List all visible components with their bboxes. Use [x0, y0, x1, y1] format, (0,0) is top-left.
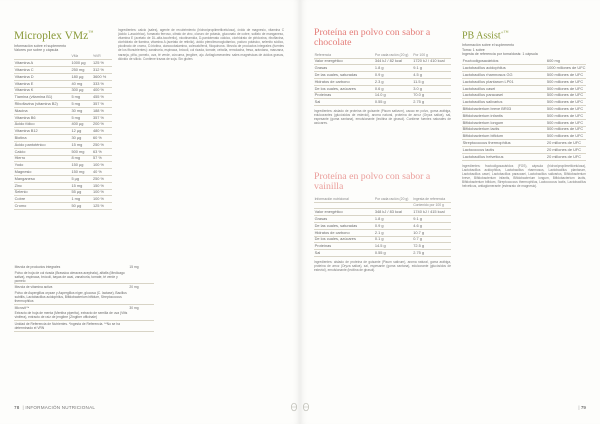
table-row	[14, 108, 112, 115]
table-row	[314, 72, 451, 79]
table-row	[462, 99, 586, 106]
table-row	[14, 196, 112, 203]
table-row	[314, 92, 451, 99]
list-item	[14, 321, 154, 332]
table-row-cell: Hidratos de carbono	[314, 79, 374, 86]
table-row-cell: 11.5 g	[413, 79, 451, 86]
table-row-cell: Valor energético	[314, 58, 374, 65]
table-row-cell: 14.0 g	[374, 92, 412, 99]
blend-value: 15 mg	[129, 264, 139, 269]
table-row-cell: Lactobacillus rhamnosus GG	[462, 72, 546, 79]
table-row-cell: 125 %	[92, 203, 112, 210]
footer-section: INFORMACIÓN NUTRICIONAL	[25, 405, 96, 410]
table-row-cell: Vitamina D	[14, 74, 71, 81]
table-row-cell: 50 µg	[71, 203, 93, 210]
table-row	[462, 92, 586, 99]
table-row	[14, 135, 112, 142]
table-row-cell: Proteínas	[314, 92, 374, 99]
table-row-cell: 150 mg	[71, 169, 93, 176]
table-row-cell: Bifidobacterium bifidum	[462, 133, 546, 140]
table-row-cell: Selenio	[14, 189, 71, 196]
table-row-cell: 15 mg	[71, 182, 93, 189]
table-row-cell: 10.7 g	[413, 229, 451, 236]
table-row-cell: 250 mg	[71, 67, 93, 74]
table-row-cell: 8 mg	[71, 155, 93, 162]
table-row-cell: 500 millones de UFC	[546, 72, 586, 79]
protein-vanilla-table	[314, 196, 451, 257]
table-row-cell: 500 millones de UFC	[546, 99, 586, 106]
table-row-cell: 15 mg	[71, 142, 93, 149]
microplex-table	[14, 54, 112, 210]
table-row	[14, 128, 112, 135]
table-row-cell: 500 millones de UFC	[546, 126, 586, 133]
table-row-cell: Lactococcus lactis	[462, 146, 546, 153]
table-row-cell: 5 mg	[71, 94, 93, 101]
table-row-cell: Bifidobacterium infantis	[462, 112, 546, 119]
microplex-ingredients: Ingredientes: calcio (sales), agente de recubrimiento (hidroxipropilmetilcelulosa), óxido de magnesio, vitamina C (ácido L-ascórbico), fumarato ferroso, citrato de zinc, cloruro de potasio, gluconato de cobre, sulfato de manganeso, vitamina E (acetato de DL-alfa-tocoferilo), nicotinamida, D-pantotenato cálcico, clorhidrato de piridoxina, riboflavina, clorhidrato de tiamina, vitamina A (acetato de retinilo), ácido pteroilmonoglutámico, yoduro potásico, selenito sódico, picolinato de cromo, D-biotina, cianocobalamina, colecalciferol, filoquinona. Mezcla de productos integrales (fuentes de los fitonutrientes): zanahoria, espinaca, brócoli, col rizada, tomate, cebolla, remolacha, fresa, arándano, manzana, naranja, piña, pomelo, uva, té verde, cúrcuma, jengibre, ajo. Antiaglomerantes: sales magnésicas de ácidos grasos, dióxido de silicio. Contiene trazas de soja. Sin gluten.	[118, 28, 284, 61]
table-row-cell: 9.1 g	[413, 65, 451, 72]
table-row-cell: 150 µg	[71, 162, 93, 169]
table-row	[314, 236, 451, 243]
table-row-cell: Ácido fólico	[14, 121, 71, 128]
table-row-cell: 5 mg	[71, 114, 93, 121]
table-row	[462, 78, 586, 85]
blend-text: Microvit™	[14, 305, 30, 310]
blend-value	[129, 270, 154, 284]
table-row	[14, 169, 112, 176]
table-row-cell: 100 %	[92, 162, 112, 169]
right-page	[300, 0, 600, 424]
table-row-cell: 20 millones de UFC	[546, 146, 586, 153]
table-row-cell: Grasas	[314, 216, 374, 223]
table-row-cell: 300 µg	[71, 87, 93, 94]
brand-logo-icon	[290, 402, 298, 412]
table-row-cell: 55 µg	[71, 189, 93, 196]
table-row-cell: Zinc	[14, 182, 71, 189]
table-row-cell: 0.55 g	[374, 250, 412, 257]
list-item	[14, 290, 154, 304]
table-row	[14, 74, 112, 81]
table-row-cell: 312 %	[92, 67, 112, 74]
table-row-cell: 344 kJ / 82 kcal	[374, 58, 412, 65]
blend-section	[14, 264, 154, 332]
table-row-cell: 1000 millones de UFC	[546, 65, 586, 71]
blend-value: 30 mg	[129, 305, 139, 310]
protein-choc-table	[314, 52, 451, 106]
table-row-cell: Vitamina E	[14, 80, 71, 87]
table-row-cell: 40 %	[92, 169, 112, 176]
table-row-cell: 500 mg	[71, 148, 93, 155]
table-row	[314, 250, 451, 257]
table-row-cell: 63 %	[92, 148, 112, 155]
table-row-cell: 348 kJ / 83 kcal	[374, 209, 412, 216]
table-row	[314, 85, 451, 92]
protein-choc-ingredients: Ingredientes: aislado de proteína de guisante (Pisum sativum), cacao en polvo, goma arábiga, edulcorantes (glucósidos de esteviol), aroma natural, proteína de arroz (Oryza sativa), sal, espesante (goma xantana), emulsionante (lecitina de girasol). Contiene fuentes naturales de azúcares.	[314, 109, 451, 126]
blend-text: Polvo de hoja de col rizada (Brassica oleracea acephala), alfalfa (Medicago sativa), espinaca, brócoli, bayas de acaí, zanahoria, tomate, té verde y pomelo	[14, 270, 129, 284]
table-row-cell: 5 mg	[71, 101, 93, 108]
table-row-cell: 1.8 g	[374, 216, 412, 223]
table-row-cell: Manganeso	[14, 175, 71, 182]
table-row-cell: 4.5 g	[413, 72, 451, 79]
table-row	[14, 114, 112, 121]
table-row-cell: 500 millones de UFC	[546, 78, 586, 85]
table-row-cell: Magnesio	[14, 169, 71, 176]
table-row-cell: Vitamina B12	[14, 128, 71, 135]
blend-value	[129, 290, 154, 304]
table-row	[462, 106, 586, 113]
left-footer: 78 | INFORMACIÓN NUTRICIONAL	[14, 405, 96, 410]
table-row	[314, 216, 451, 223]
table-row-cell: 100 %	[92, 189, 112, 196]
table-row-cell: 3600 %	[92, 74, 112, 81]
table-row	[462, 72, 586, 79]
table-row-cell: 500 millones de UFC	[546, 85, 586, 92]
table-row-cell: 500 millones de UFC	[546, 92, 586, 99]
table-row	[462, 126, 586, 133]
table-row	[314, 209, 451, 216]
table-row-cell: 500 millones de UFC	[546, 112, 586, 119]
table-row	[462, 140, 586, 147]
protein-vanilla-section	[314, 172, 451, 272]
table-row-cell: Bifidobacterium longum	[462, 119, 546, 126]
table-row-cell: 250 %	[92, 142, 112, 149]
list-item	[14, 311, 154, 321]
table-row-cell: Sal	[314, 250, 374, 257]
table-row-cell: 1720 kJ / 410 kcal	[413, 58, 451, 65]
protein-choc-title: Proteína en polvo con sabor a chocolate	[314, 27, 431, 49]
table-row-cell: Vitamina K	[14, 87, 71, 94]
blend-text: Mezcla de productos integrales	[14, 264, 61, 269]
table-row-cell: Lactobacillus salivarius	[462, 99, 546, 106]
table-row-cell: Calcio	[14, 148, 71, 155]
pb-assist-table	[462, 59, 586, 161]
table-row-cell: Sal	[314, 99, 374, 106]
table-row-cell: Bifidobacterium lactis	[462, 126, 546, 133]
table-header: VMz %VR	[14, 54, 112, 60]
table-row	[462, 85, 586, 92]
table-row-cell: Valor energético	[314, 209, 374, 216]
table-row-cell: 2.75 g	[413, 99, 451, 106]
table-row-cell: Cromo	[14, 203, 71, 210]
table-row	[462, 153, 586, 160]
table-row-cell: 1740 kJ / 415 kcal	[413, 209, 451, 216]
table-row-cell: 180 µg	[71, 74, 93, 81]
pb-assist-subtitle: Información sobre el suplemento Toma: 1 sobre Ingesta de referencia por toma/dosis: 1 cápsula	[462, 43, 538, 57]
table-row	[314, 58, 451, 65]
table-row-cell: 9.1 g	[413, 216, 451, 223]
table-row-cell: Biotina	[14, 135, 71, 142]
table-header: Referencia Por cada ración (20 g) Por 100 g	[314, 52, 451, 58]
pb-assist-ingredients: Ingredientes: fructooligosacáridos (FOS), cápsula (hidroxipropilmetilcelulosa), Lactobacillus acidophilus, Lactobacillus rhamnosus, Lactobacillus plantarum, Lactobacillus casei, Lactobacillus paracasei, Lactobacillus salivarius, Bifidobacterium breve, Bifidobacterium infantis, Bifidobacterium longum, Bifidobacterium lactis, Bifidobacterium bifidum, Streptococcus thermophilus, Lactococcus lactis, Lactobacillus helveticus, antiaglomerante (estearato de magnesio).	[462, 163, 586, 188]
table-row	[14, 162, 112, 169]
blend-text: Unidad de Referencia de Nutrientes. *Ingesta de Referencia. **No se ha determinado el VRN	[14, 321, 129, 332]
table-subheader: Contenido por 100 g	[314, 202, 451, 209]
table-row	[462, 65, 586, 72]
table-row-cell: Lactobacillus casei	[462, 85, 546, 92]
table-row	[14, 60, 112, 67]
table-row-cell: 30 µg	[71, 135, 93, 142]
table-row-cell: 400 %	[92, 87, 112, 94]
table-row	[314, 223, 451, 230]
table-row-cell: 357 %	[92, 101, 112, 108]
table-row-cell: 357 %	[92, 114, 112, 121]
protein-vanilla-title: Proteína en polvo con sabor a vainilla	[314, 171, 431, 193]
table-row	[14, 155, 112, 162]
table-row-cell: 2.3 g	[374, 79, 412, 86]
table-row-cell: 1.8 g	[374, 65, 412, 72]
table-row-cell: 480 %	[92, 128, 112, 135]
table-row-cell: De las cuales, saturadas	[314, 223, 374, 230]
table-row-cell: Hidratos de carbono	[314, 229, 374, 236]
table-row-cell: Streptococcus thermophilus	[462, 140, 546, 147]
table-row-cell: Tiamina (vitamina B1)	[14, 94, 71, 101]
pb-assist-title: PB Assist+™	[462, 30, 509, 42]
table-row-cell: Fructooligosacáridos	[462, 59, 546, 65]
table-row	[14, 175, 112, 182]
table-row-cell: Riboflavina (vitamina B2)	[14, 101, 71, 108]
table-row-cell: Lactobacillus plantarum LP01	[462, 78, 546, 85]
table-row-cell: 12 µg	[71, 128, 93, 135]
table-row-cell: 500 millones de UFC	[546, 106, 586, 113]
table-row-cell: Vitamina B6	[14, 114, 71, 121]
table-row-cell: Hierro	[14, 155, 71, 162]
table-row-cell: 5 µg	[71, 175, 93, 182]
table-row-cell: 250 %	[92, 175, 112, 182]
table-row	[314, 99, 451, 106]
table-row-cell: De los cuales, azúcares	[314, 85, 374, 92]
table-row-cell: 30 mg	[71, 108, 93, 115]
table-row-cell: 4.6 g	[413, 223, 451, 230]
table-row	[462, 133, 586, 140]
brand-logo-icon	[302, 402, 310, 412]
left-page-number: 78	[14, 405, 20, 410]
pb-assist-section	[462, 28, 586, 188]
table-row-cell: 500 millones de UFC	[546, 119, 586, 126]
table-row-cell: 14.5 g	[374, 243, 412, 250]
table-row-cell: Bifidobacterium breve BR03	[462, 106, 546, 113]
microplex-title: Microplex VMz™	[14, 29, 94, 42]
table-row-cell: 400 µg	[71, 121, 93, 128]
table-row-cell: 70.0 g	[413, 92, 451, 99]
table-row	[314, 243, 451, 250]
table-row	[14, 101, 112, 108]
table-row-cell: 0.9 g	[374, 72, 412, 79]
table-row-cell: De las cuales, saturadas	[314, 72, 374, 79]
list-item	[14, 270, 154, 284]
microplex-subtitle: Información sobre el suplemento Valores por sobre y cápsula	[14, 43, 67, 53]
table-row-cell: 0.7 g	[413, 236, 451, 243]
blend-text: Extracto de hoja de menta (Mentha piperita), extracto de semilla de uva (Vitis vinifera), extracto de raíz de jengibre (Zingiber officinale)	[14, 311, 128, 320]
table-row-cell: 600 mg	[546, 59, 586, 65]
table-row-cell: 333 %	[92, 80, 112, 87]
table-row-cell: Yodo	[14, 162, 71, 169]
table-row-cell: 40 mg	[71, 80, 93, 87]
table-row	[314, 229, 451, 236]
table-row	[14, 142, 112, 149]
table-row	[314, 65, 451, 72]
table-row-cell: Vitamina C	[14, 67, 71, 74]
table-row-cell: Lactobacillus paracasei	[462, 92, 546, 99]
table-row-cell: 0.6 g	[374, 85, 412, 92]
table-row-cell: 1000 µg	[71, 60, 93, 67]
table-row-cell: 0.55 g	[374, 99, 412, 106]
right-footer: | 79	[578, 405, 586, 410]
table-row	[14, 203, 112, 210]
table-row	[14, 182, 112, 189]
table-row	[14, 67, 112, 74]
table-row-cell: 60 %	[92, 135, 112, 142]
table-row-cell: 150 %	[92, 182, 112, 189]
table-row-cell: 2.1 g	[374, 229, 412, 236]
blend-text: Mezcla de vitamina activa	[14, 285, 53, 290]
table-row-cell: 3.0 g	[413, 85, 451, 92]
table-row	[14, 121, 112, 128]
table-row-cell: De los cuales, azúcares	[314, 236, 374, 243]
right-page-number: 79	[580, 405, 586, 410]
table-row-cell: 0.9 g	[374, 223, 412, 230]
table-row-cell: 2.75 g	[413, 250, 451, 257]
blend-table	[14, 264, 154, 332]
blend-value	[129, 321, 154, 332]
table-row-cell: Ácido pantoténico	[14, 142, 71, 149]
table-row-cell: 20 millones de UFC	[546, 140, 586, 147]
table-row	[14, 87, 112, 94]
table-row-cell: 125 %	[92, 60, 112, 67]
table-row-cell: 455 %	[92, 94, 112, 101]
table-row-cell: Vitamina A	[14, 60, 71, 67]
table-row-cell: 57 %	[92, 155, 112, 162]
table-row-cell: Cobre	[14, 196, 71, 203]
table-row-cell: 72.5 g	[413, 243, 451, 250]
table-row-cell: 200 %	[92, 121, 112, 128]
table-row-cell: Niacina	[14, 108, 71, 115]
microplex-section	[14, 28, 112, 210]
blend-value: 20 mg	[129, 285, 139, 290]
table-row-cell: 0.1 g	[374, 236, 412, 243]
table-row	[14, 94, 112, 101]
table-row	[462, 146, 586, 153]
protein-vanilla-ingredients: Ingredientes: aislado de proteína de guisante (Pisum sativum), aroma natural, goma arábiga, proteína de arroz (Oryza sativa), sal, espesante (goma xantana), edulcorante (glucósidos de esteviol), emulsionante (lecitina de girasol).	[314, 259, 451, 273]
table-row	[14, 80, 112, 87]
table-row	[14, 148, 112, 155]
table-header: Información nutricional Por cada ración (20 g) Ingesta de referencia	[314, 196, 451, 202]
table-row-cell: 20 millones de UFC	[546, 153, 586, 160]
table-row-cell: 188 %	[92, 108, 112, 115]
blend-text: Polvo de Aspergillus oryzae y Aspergillus niger, glucosa (C. lactase), Bacillus subtilis, Lactobacillus acidophilus, Bifidobacterium bifidum, Streptococcus thermophilus	[14, 290, 129, 304]
table-row	[462, 112, 586, 119]
table-row-cell: 500 millones de UFC	[546, 133, 586, 140]
table-row-cell: Lactobacillus helveticus	[462, 153, 546, 160]
blend-value	[129, 311, 154, 321]
table-row-cell: Lactobacillus acidophilus	[462, 65, 546, 72]
table-row-cell: 100 %	[92, 196, 112, 203]
table-row-cell: Proteínas	[314, 243, 374, 250]
table-row-cell: Grasas	[314, 65, 374, 72]
table-row	[462, 119, 586, 126]
table-row	[14, 189, 112, 196]
table-row-cell: 1 mg	[71, 196, 93, 203]
protein-choc-section	[314, 28, 451, 126]
table-row	[314, 79, 451, 86]
